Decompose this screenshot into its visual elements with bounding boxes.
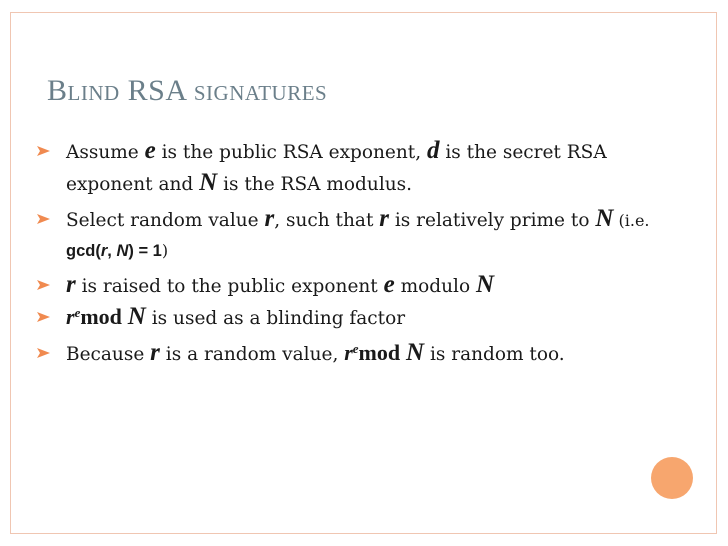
text: is the secret RSA exponent and — [66, 142, 607, 195]
text: (i.e. — [613, 211, 650, 230]
text: ) — [161, 241, 169, 260]
var-n: N — [199, 169, 218, 196]
gcd-close: ) = 1 — [128, 242, 162, 260]
var-e: e — [383, 271, 395, 298]
text: is raised to the public exponent — [75, 276, 384, 297]
bullet-item-3 — [36, 270, 676, 302]
bullet-icon — [36, 146, 51, 156]
superscript-e: e — [74, 304, 81, 320]
text: is random too. — [424, 344, 565, 365]
var-e: e — [144, 137, 156, 164]
text: is the public RSA exponent, — [155, 142, 427, 163]
gcd-open: gcd( — [66, 242, 101, 260]
bullet-icon — [36, 312, 51, 322]
bullet-list — [36, 136, 676, 370]
text: Select random value — [66, 210, 265, 231]
gcd-r: r — [100, 242, 108, 260]
slide-title: Blind RSA signatures — [47, 74, 328, 107]
bullet-icon — [36, 348, 51, 358]
var-n: N — [595, 205, 614, 232]
bullet-item-1 — [36, 136, 676, 200]
var-r: r — [344, 340, 353, 365]
bullet-icon — [36, 214, 51, 224]
var-d: d — [426, 137, 440, 164]
text: Because — [66, 344, 151, 365]
bullet-icon — [36, 280, 51, 290]
superscript-e: e — [352, 340, 359, 356]
bullet-item-2 — [36, 204, 676, 266]
text: is used as a blinding factor — [145, 308, 406, 329]
decorative-circle — [651, 457, 693, 499]
text: modulo — [394, 276, 476, 297]
var-r: r — [379, 205, 389, 232]
var-n: N — [476, 271, 495, 298]
var-r: r — [264, 205, 275, 232]
text: is relatively prime to — [389, 210, 596, 231]
var-n: N — [406, 339, 425, 366]
var-r: r — [150, 339, 160, 366]
bullet-item-4 — [36, 302, 676, 334]
text: is the RSA modulus. — [217, 174, 413, 195]
mod-keyword: mod — [80, 304, 122, 329]
gcd-sep: , — [107, 242, 117, 260]
var-n: N — [127, 303, 146, 330]
bullet-item-5 — [36, 338, 676, 370]
text: , such that — [274, 210, 380, 231]
gcd-n: N — [116, 242, 129, 260]
text: is a random value, — [159, 344, 345, 365]
var-r: r — [66, 304, 75, 329]
mod-keyword: mod — [358, 340, 401, 365]
text: Assume — [66, 142, 145, 163]
var-r: r — [66, 271, 76, 298]
